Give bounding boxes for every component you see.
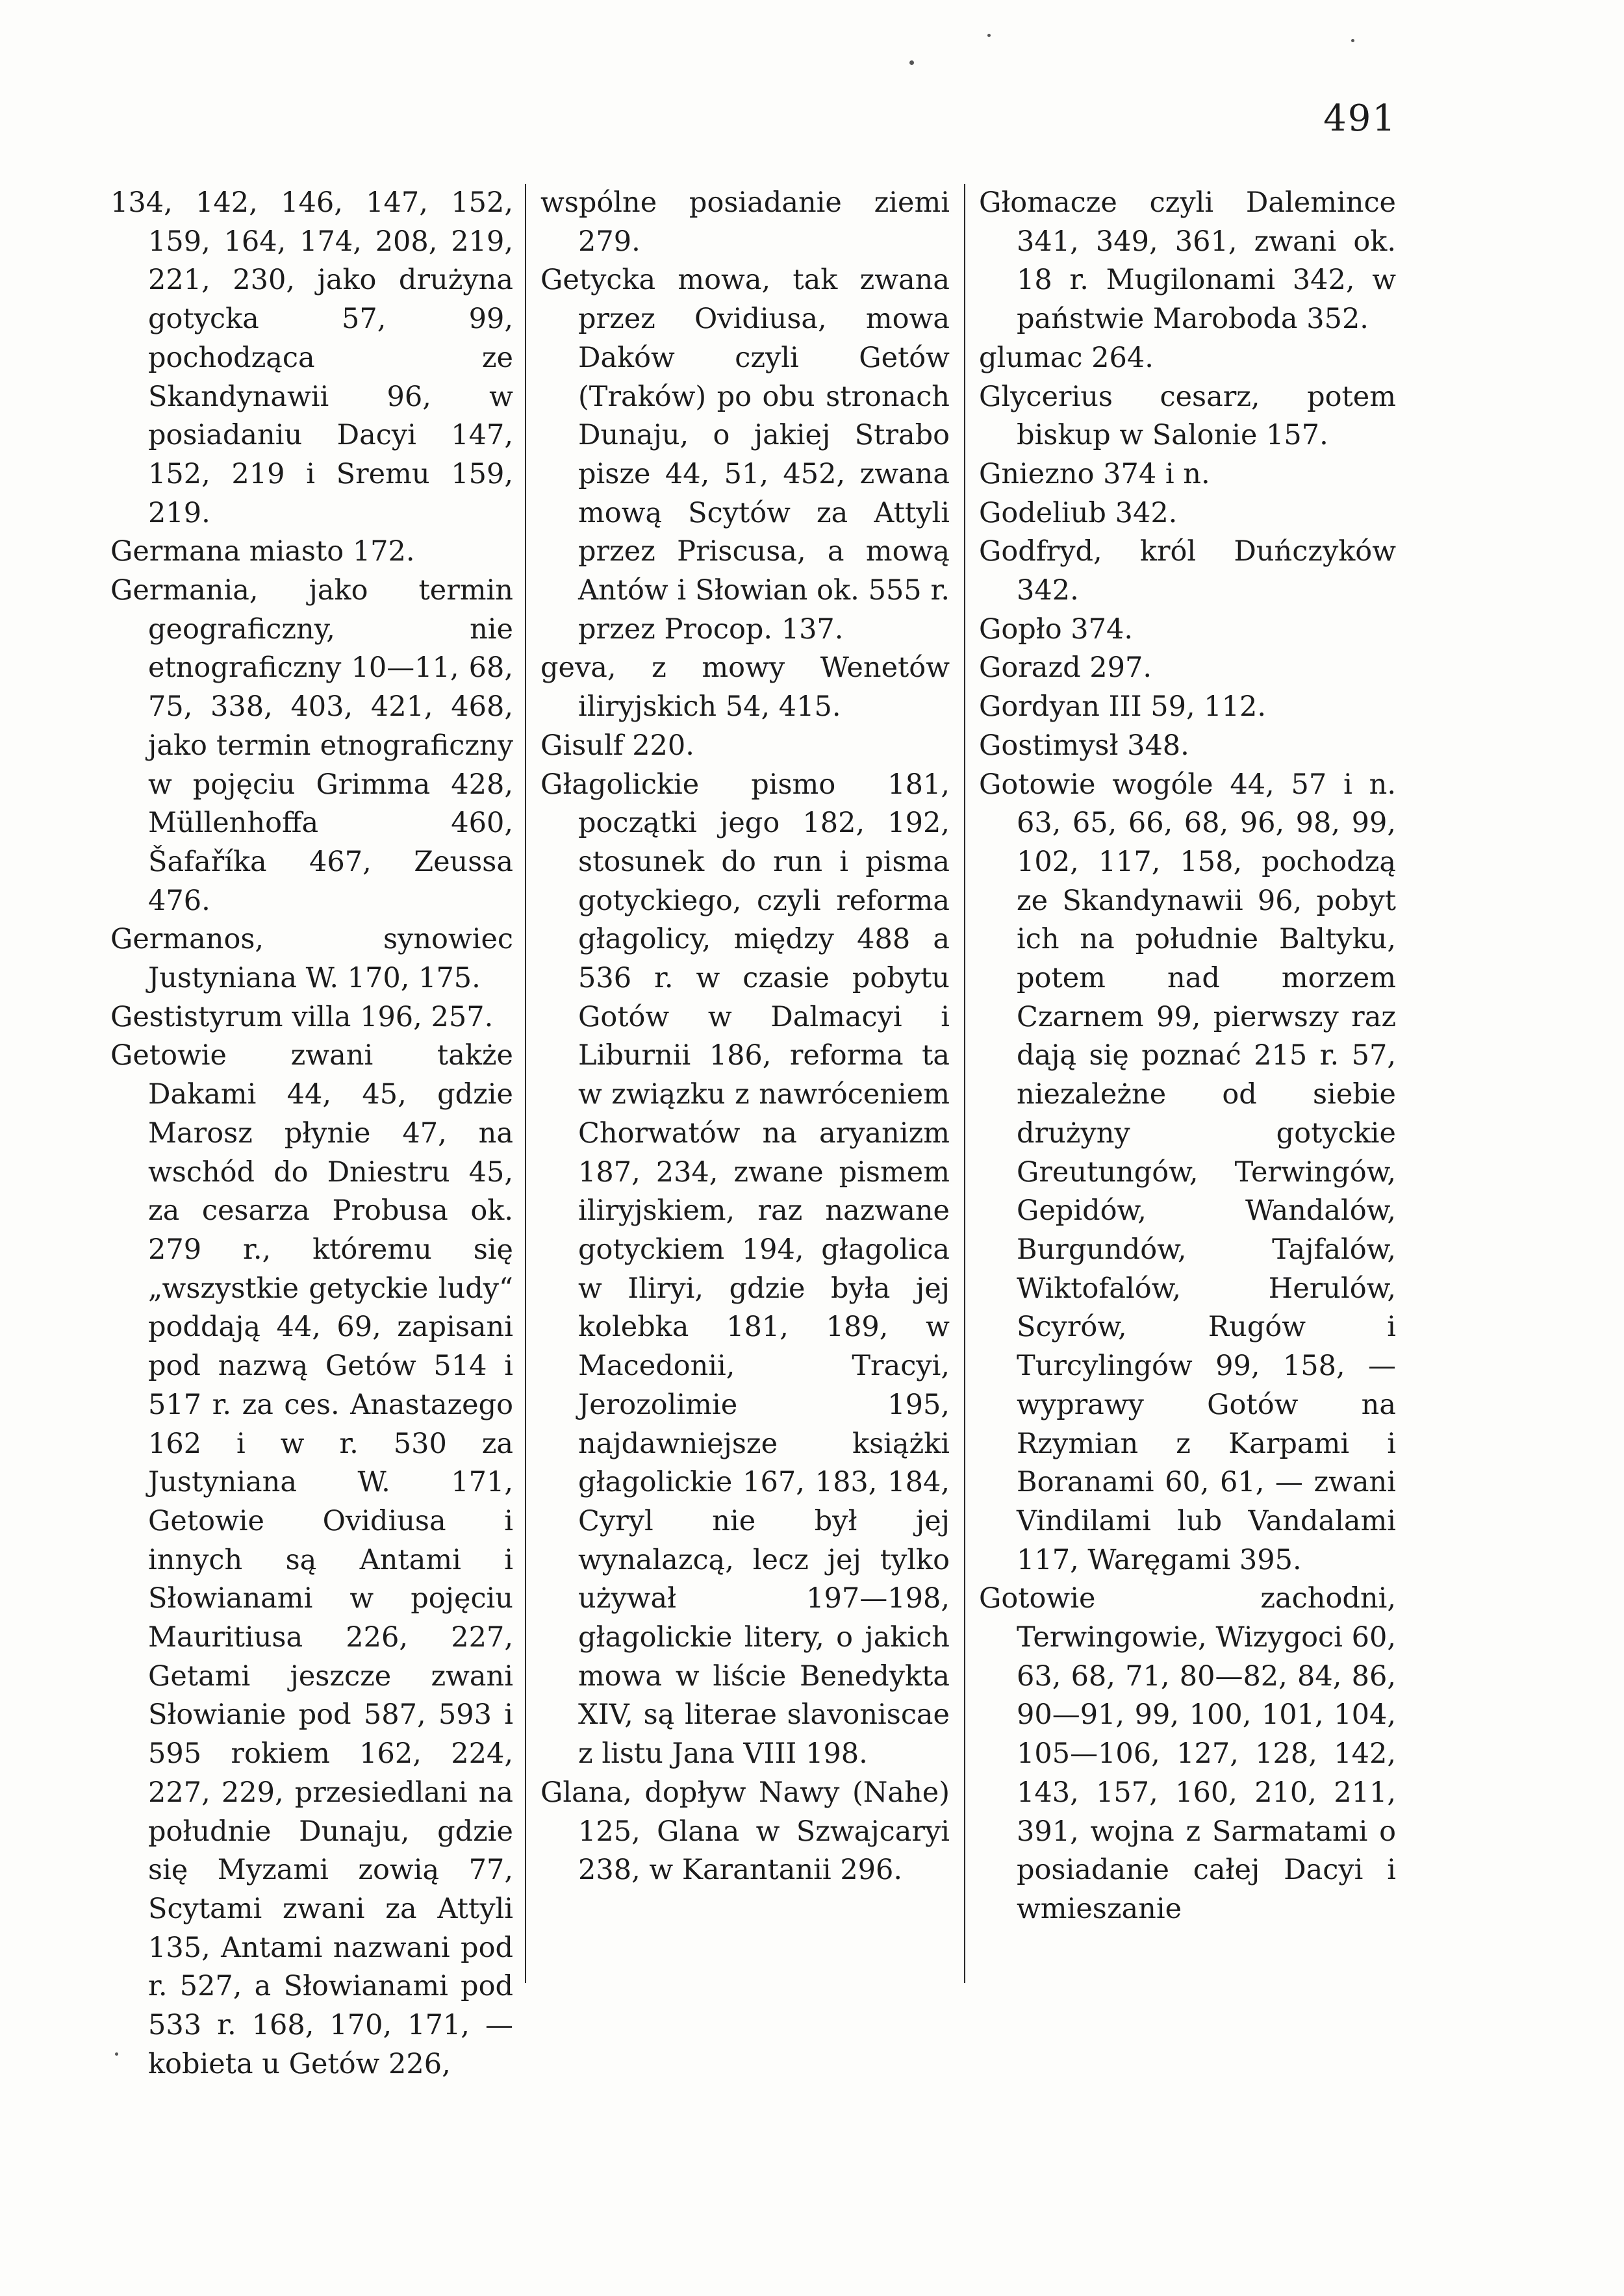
index-entry: wspólne posiadanie ziemi 279. xyxy=(540,186,950,258)
index-entry: Gestistyrum villa 196, 257. xyxy=(110,1000,494,1033)
index-entry: Gorazd 297. xyxy=(979,651,1152,685)
index-column-1 xyxy=(110,184,513,2084)
index-entry: glumac 264. xyxy=(979,341,1154,374)
scan-speck xyxy=(115,2052,118,2056)
index-entry: Godeliub 342. xyxy=(979,496,1178,529)
index-entry: Getycka mowa, tak zwana przez Ovidiusa, mowa Daków czyli Getów (Traków) po obu stronach Dunaju, o jakiej Strabo pisze 44, 51, 452, zwana mową Scytów za Attyli przez Priscusa, a mową Antów i Słowian ok. 555 r. przez Procop. 137. xyxy=(540,264,950,646)
index-entry: Getowie zwani także Dakami 44, 45, gdzie Marosz płynie 47, na wschód do Dniestru 45, za cesarza Probusa ok. 279 r., któremu się „wszystkie getyckie ludy“ poddają 44, 69, zapisani pod nazwą Getów 514 i 517 r. za ces. Anastazego 162 i w r. 530 za Justyniana W. 171, Getowie Ovidiusa i innych są Antami i Słowianami w pojęciu Mauritiusa 226, 227, Getami jeszcze zwani Słowianie pod 587, 593 i 595 rokiem 162, 224, 227, 229, przesiedlani na południe Dunaju, gdzie się Myzami zowią 77, Scytami zwani za Attyli 135, Antami nazwani pod r. 527, a Słowianami pod 533 r. 168, 170, 171, — kobieta u Getów 226, xyxy=(110,1039,513,2080)
index-column-3 xyxy=(979,184,1396,1929)
index-entry: Głomacze czyli Dalemince 341, 349, 361, zwani ok. 18 r. Mugilonami 342, w państwie Maroboda 352. xyxy=(979,186,1396,336)
index-entry: Glycerius cesarz, potem biskup w Salonie 157. xyxy=(979,380,1396,452)
index-entry: Germana miasto 172. xyxy=(110,535,415,568)
column-divider xyxy=(964,184,965,1983)
index-entry: Gostimysł 348. xyxy=(979,729,1189,762)
index-entry: Gordyan III 59, 112. xyxy=(979,690,1267,724)
index-entry: Głagolickie pismo 181, początki jego 182, 192, stosunek do run i pisma gotyckiego, czyli reforma głagolicy, między 488 a 536 r. w czasie pobytu Gotów w Dalmacyi i Liburnii 186, reforma ta w związku z nawróceniem Chorwatów na aryanizm 187, 234, zwane pismem iliryjskiem, raz nazwane gotyckiem 194, głagolica w Iliryi, gdzie była jej kolebka 181, 189, w Macedonii, Tracyi, Jerozolimie 195, najdawniejsze książki głagolickie 167, 183, 184, Cyryl nie był jej wynalazcą, lecz jej tylko używał 197—198, głagolickie litery, o jakich mowa w liście Benedykta XIV, są literae slavoniscae z listu Jana VIII 198. xyxy=(540,768,950,1771)
index-entry: Glana, dopływ Nawy (Nahe) 125, Glana w Szwajcaryi 238, w Karantanii 296. xyxy=(540,1776,950,1887)
page-number: 491 xyxy=(1323,97,1397,140)
index-entry: Godfryd, król Duńczyków 342. xyxy=(979,535,1396,607)
index-entry: Gisulf 220. xyxy=(540,729,694,762)
scan-speck xyxy=(909,60,914,65)
index-entry: Gniezno 374 i n. xyxy=(979,457,1210,490)
index-entry: Germania, jako termin geograficzny, nie etnograficzny 10—11, 68, 75, 338, 403, 421, 468, jako termin etnograficzny w pojęciu Grimma 428, Müllenhoffa 460, Šafaříka 467, Zeussa 476. xyxy=(110,574,513,917)
index-entry: Gotowie zachodni, Terwingowie, Wizygoci 60, 63, 68, 71, 80—82, 84, 86, 90—91, 99, 100, 101, 104, 105—106, 127, 128, 142, 143, 157, 160, 210, 211, 391, wojna z Sarmatami o posiadanie całej Dacyi i wmieszanie xyxy=(979,1582,1396,1925)
index-entry: 134, 142, 146, 147, 152, 159, 164, 174, 208, 219, 221, 230, jako drużyna gotycka 57, 99, pochodząca ze Skandynawii 96, w posiadaniu Dacyi 147, 152, 219 i Sremu 159, 219. xyxy=(110,186,513,529)
index-column-2 xyxy=(540,184,950,1890)
index-entry: Gopło 374. xyxy=(979,612,1134,646)
index-entry: Germanos, synowiec Justyniana W. 170, 175. xyxy=(110,923,513,995)
index-entry: geva, z mowy Wenetów iliryjskich 54, 415. xyxy=(540,651,950,724)
index-entry: Gotowie wogóle 44, 57 i n. 63, 65, 66, 68, 96, 98, 99, 102, 117, 158, pochodzą ze Skandynawii 96, pobyt ich na południe Baltyku, potem nad morzem Czarnem 99, pierwszy raz dają się poznać 215 r. 57, niezależne od siebie drużyny gotyckie Greutungów, Terwingów, Gepidów, Wandalów, Burgundów, Tajfalów, Wiktofalów, Herulów, Scyrów, Rugów i Turcylingów 99, 158, — wyprawy Gotów na Rzymian z Karpami i Boranami 60, 61, — zwani Vindilami lub Vandalami 117, Waręgami 395. xyxy=(979,768,1396,1576)
column-divider xyxy=(525,184,526,1983)
scan-speck xyxy=(1351,39,1354,42)
scan-speck xyxy=(987,34,991,37)
